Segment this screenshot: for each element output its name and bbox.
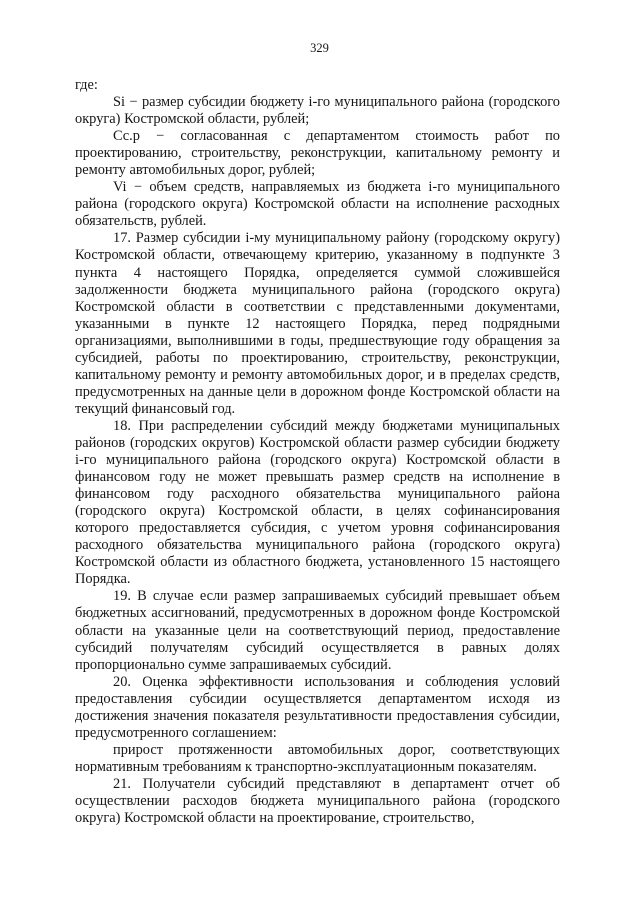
definition-vi: Vi − объем средств, направляемых из бюджета i-го муниципального района (городского округа) Костромской области на исполнение расходных обязательств, рублей.: [75, 179, 560, 230]
definition-si: Si − размер субсидии бюджету i-го муниципального района (городского округа) Костромской области, рублей;: [75, 94, 560, 128]
definition-ccp: Сс.р − согласованная с департаментом стоимость работ по проектированию, строительству, реконструкции, капитальному ремонту и ремонту автомобильных дорог, рублей;: [75, 128, 560, 179]
paragraph-18: 18. При распределении субсидий между бюджетами муниципальных районов (городских округов) Костромской области размер субсидии бюджету i-го муниципального района (городского округа) Костромской области в финансовом году не может превышать размер средств на исполнение в финансовом году расходного обязательства муниципального района (городского округа) Костромской области, в целях софинансирования которого предоставляется субсидия, с учетом уровня софинансирования расходного обязательства муниципального района (городского округа) Костромской области из областного бюджета, установленного 15 настоящего Порядка.: [75, 417, 560, 588]
paragraph-where: где:: [75, 77, 98, 93]
page-number: 329: [310, 41, 329, 55]
paragraph-17: 17. Размер субсидии i-му муниципальному району (городскому округу) Костромской области, отвечающему критерию, указанному в подпункте 3 пункта 4 настоящего Порядка, определяется суммой сложившейся задолженности бюджета муниципального района (городского округа) Костромской области в соответствии с представленными документами, указанными в пункте 12 настоящего Порядка, перед подрядными организациями, выполнившими в годы, предшествующие году обращения за субсидией, работы по проектированию, строительству, реконструкции, капитальному ремонту и ремонту автомобильных дорог, и в пределах средств, предусмотренных на данные цели в дорожном фонде Костромской области на текущий финансовый год.: [75, 230, 560, 417]
paragraph-19: 19. В случае если размер запрашиваемых субсидий превышает объем бюджетных ассигнований, предусмотренных в дорожном фонде Костромской области на указанные цели на соответствующий период, предоставление субсидий получателям субсидий осуществляется в равных долях пропорционально сумме запрашиваемых субсидий.: [75, 588, 560, 673]
paragraph-20: 20. Оценка эффективности использования и соблюдения условий предоставления субсидии осуществляется департаментом исходя из достижения значения показателя результативности предоставления субсидии, предусмотренного соглашением:: [75, 673, 560, 741]
body-text: [75, 77, 560, 827]
indicator-text: прирост протяженности автомобильных дорог, соответствующих нормативным требованиям к транспортно-эксплуатационным показателям.: [75, 741, 560, 775]
paragraph-21: 21. Получатели субсидий представляют в департамент отчет об осуществлении расходов бюджета муниципального района (городского округа) Костромской области на проектирование, строительство,: [75, 775, 560, 827]
